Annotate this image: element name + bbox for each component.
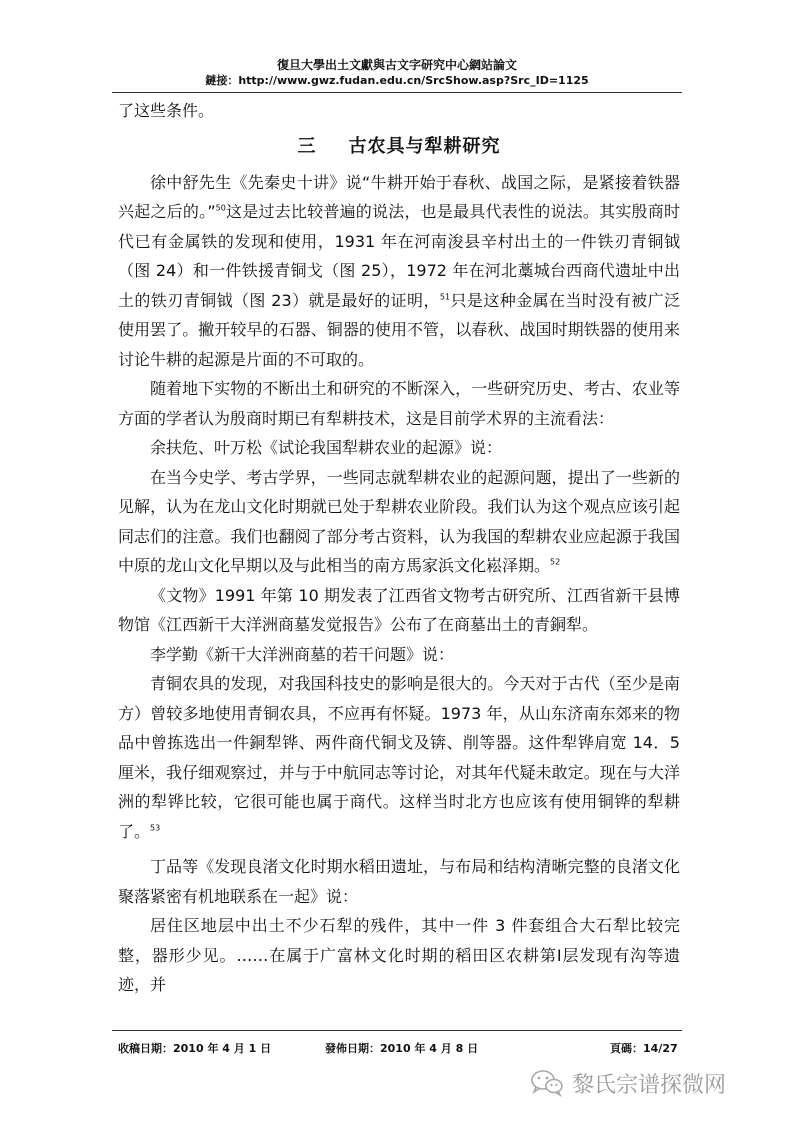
footnote-ref[interactable]: 52 bbox=[550, 557, 561, 567]
quote-1-text: 在当今史学、考古学界，一些同志就犁耕农业的起源问题，提出了一些新的见解，认为在龙山文化时期就已处于犁耕农业阶段。我们认为这个观点应该引起同志们的注意。我们也翻阅了部分考古资料，认为我国的犁耕农业应起源于我国中原的龙山文化早期以及与此相当的南方馬家浜文化崧泽期。 bbox=[118, 467, 680, 575]
watermark bbox=[530, 1068, 726, 1098]
paper-body bbox=[118, 96, 680, 1000]
footnote-ref[interactable]: 51 bbox=[439, 292, 451, 302]
section-number: 三 bbox=[297, 135, 317, 157]
paragraph-3: 余扶危、叶万松《试论我国犁耕农业的起源》说： bbox=[150, 438, 503, 457]
quote-2 bbox=[118, 669, 680, 846]
received-date: 收稿日期：2010 年 4 月 1 日 bbox=[118, 1042, 272, 1055]
header-link: 鏈接：http://www.gwz.fudan.edu.cn/SrcShow.asp?Src_ID=1125 bbox=[205, 74, 589, 87]
section-heading bbox=[118, 132, 680, 158]
quote-2-text: 青铜农具的发现，对我国科技史的影响是很大的。今天对于古代（至少是南方）曾较多地使用青铜农具，不应再有怀疑。1973 年，从山东济南东郊来的物品中曾拣选出一件銅犁铧、两件商代铜戈及锛、削等器。这件犁铧肩宽 14．5 厘米，我仔细观察过，并与于中航同志等讨论，对其年代疑未敢定。现在与大洋洲的犁铧比较，它很可能也属于商代。这样当时北方也应该有使用铜铧的犁耕了。 bbox=[118, 674, 680, 841]
quote-1 bbox=[118, 463, 680, 581]
page-number: 頁碼：14/27 bbox=[610, 1042, 678, 1055]
header-site-title: 復旦大學出土文獻與古文字研究中心網站論文 bbox=[276, 58, 517, 72]
published-date: 發佈日期：2010 年 4 月 8 日 bbox=[325, 1042, 479, 1055]
paragraph-continuation: 了这些条件。 bbox=[118, 101, 215, 120]
paragraph-1-text-c: 只是这种金属在当时没有被广泛使用罢了。撇开较早的石器、铜器的使用不管，以春秋、战国时期铁器的使用来讨论牛耕的起源是片面的不可取的。 bbox=[118, 290, 680, 369]
paragraph-6: 李学勤《新干大洋洲商墓的若干问题》说： bbox=[150, 644, 455, 664]
footnote-ref[interactable]: 53 bbox=[150, 823, 161, 833]
header-divider bbox=[112, 92, 682, 93]
paragraph-8: 丁品等《发现良渚文化时期水稻田遗址，与布局和结构清晰完整的良渚文化聚落紧密有机地联系在一起》说： bbox=[118, 857, 680, 906]
section-title: 古农具与犁耕研究 bbox=[348, 135, 501, 157]
paragraph-1-text-a: 徐中舒先生《先秦史十讲》说“牛耕开始于春秋、战国之际，是紧接着铁器兴起之后的。” bbox=[118, 172, 680, 221]
paragraph-1 bbox=[118, 168, 680, 375]
footnote-ref[interactable]: 50 bbox=[215, 203, 226, 213]
wechat-icon bbox=[530, 1069, 564, 1097]
paragraph-2: 随着地下实物的不断出土和研究的不断深入，一些研究历史、考古、农业等方面的学者认为殷商时期已有犁耕技术，这是目前学术界的主流看法： bbox=[118, 379, 680, 428]
quote-3: 居住区地层中出土不少石犁的残件，其中一件 3 件套组合大石犁比较完整，器形少见。……在属于广富林文化时期的稻田区农耕第Ⅰ层发现有沟等遗迹，并 bbox=[118, 916, 680, 994]
watermark-text: 黎氏宗谱探微网 bbox=[572, 1072, 727, 1098]
paragraph-5: 《文物》1991 年第 10 期发表了江西省文物考古研究所、江西省新干县博物馆《江西新干大洋洲商墓发觉报告》公布了在商墓出土的青銅犁。 bbox=[118, 585, 680, 634]
footer-divider bbox=[112, 1030, 682, 1031]
paragraph-1-text-b: 这是过去比较普遍的说法，也是最具代表性的说法。其实殷商时代已有金属铁的发现和使用，1931 年在河南浚县辛村出土的一件铁刃青铜钺（图 24）和一件铁援青铜戈（图 25），1972 年在河北藁城台西商代遗址中出土的铁刃青铜钺（图 23）就是最好的证明， bbox=[118, 202, 680, 310]
